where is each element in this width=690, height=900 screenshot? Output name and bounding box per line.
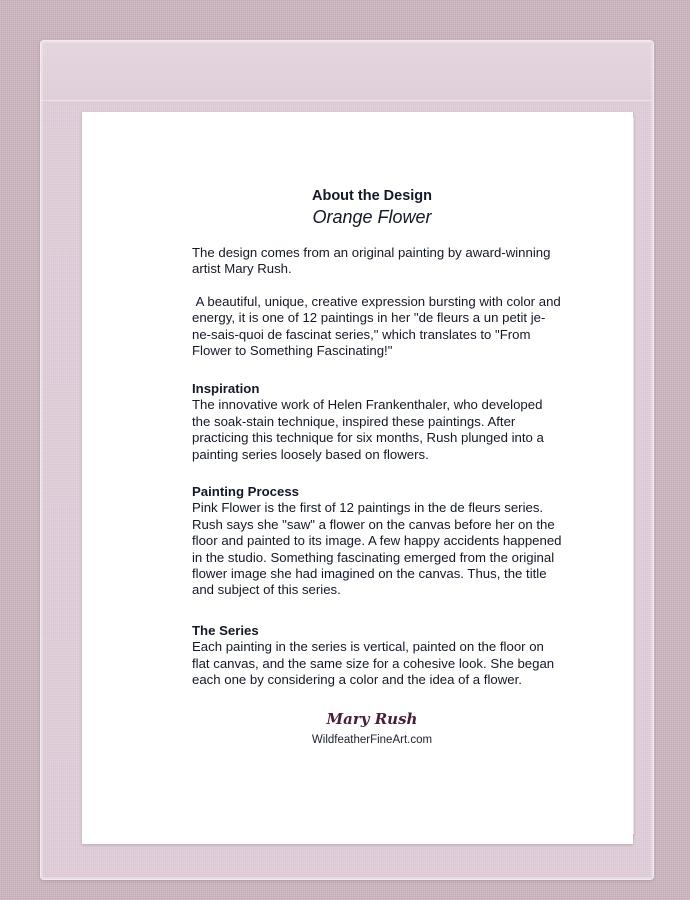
section-body: Each painting in the series is vertical, painted on the floor on flat canvas, and the same size for a cohesive look. She began each one by considering a color and the idea of a flower.: [192, 639, 555, 688]
section-body: Pink Flower is the first of 12 paintings in the de fleurs series. Rush says she "saw" a flower on the canvas before her on the floor and painted to its image. A few happy accidents happened in the studio. Something fascinating emerged from the original flower image she had imagined on the canvas. Thus, the title and subject of this series.: [192, 500, 562, 598]
website-link[interactable]: WildfeatherFineArt.com: [311, 734, 433, 746]
intro-paragraph: The design comes from an original painting by award-winning artist Mary Rush.: [192, 245, 551, 277]
section-inspiration: [192, 381, 562, 463]
sleeve-flap: [40, 40, 652, 101]
design-name: Orange Flower: [312, 207, 432, 227]
section-the-series: [192, 623, 562, 689]
artist-signature: Mary Rush: [326, 710, 418, 728]
section-heading: Inspiration: [192, 381, 260, 396]
about-title: About the Design: [311, 188, 433, 204]
section-painting-process: [192, 484, 562, 599]
section-heading: Painting Process: [192, 484, 300, 499]
info-card: [82, 112, 633, 844]
section-heading: The Series: [192, 623, 259, 638]
section-body: The innovative work of Helen Frankenthaler, who developed the soak-stain technique, inspired these paintings. After practicing this technique for six months, Rush plunged into a painting series loosely based on flowers.: [192, 397, 544, 462]
description-paragraph: A beautiful, unique, creative expression bursting with color and energy, it is one of 12 paintings in her "de fleurs a un petit je-ne-sais-quoi de fascinat series," which translates to "From Flower to Something Fascinating!": [192, 294, 565, 359]
